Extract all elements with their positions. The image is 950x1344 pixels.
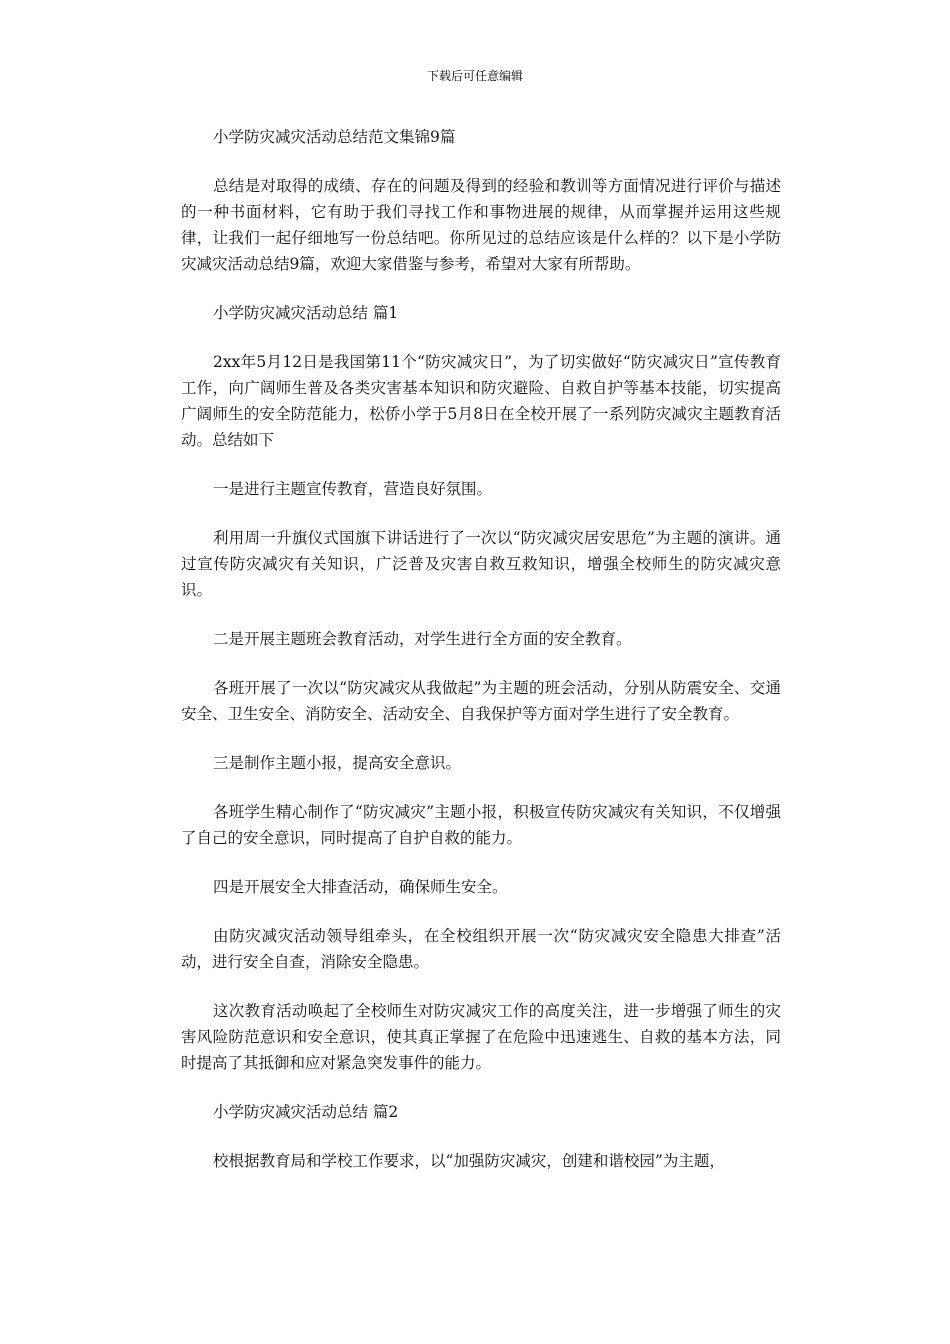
section-1-paragraph-3: 各班开展了一次以“防灾减灾从我做起”为主题的班会活动，分别从防震安全、交通安全、卫生安全、消防安全、活动安全、自我保护等方面对学生进行了安全教育。 (181, 679, 781, 723)
section-1-paragraph-6: 这次教育活动唤起了全校师生对防灾减灾工作的高度关注，进一步增强了师生的灾害风险防范意识和安全意识，使其真正掌握了在危险中迅速逃生、自救的基本方法，同时提高了其抵御和应对紧急突发事件的能力。 (181, 1002, 781, 1072)
section-1-paragraph-1: 2xx年5月12日是我国第11个“防灾减灾日”，为了切实做好“防灾减灾日”宣传教育工作，向广阔师生普及各类灾害基本知识和防灾避险、自救自护等基本技能，切实提高广阔师生的安全防范能力，松侨小学于5月8日在全校开展了一系列防灾减灾主题教育活动。总结如下 (181, 353, 781, 449)
section-1-paragraph-5: 由防灾减灾活动领导组牵头，在全校组织开展一次“防灾减灾安全隐患大排查”活动，进行安全自查，消除安全隐患。 (181, 927, 781, 971)
section-1-subheading-3: 三是制作主题小报，提高安全意识。 (213, 754, 462, 772)
section-1-paragraph-2: 利用周一升旗仪式国旗下讲话进行了一次以“防灾减灾居安思危”为主题的演讲。通过宣传防灾减灾有关知识，广泛普及灾害自救互救知识，增强全校师生的防灾减灾意识。 (181, 529, 781, 599)
document-body (181, 124, 781, 1174)
page-header: 下载后可任意编辑 (426, 69, 523, 83)
section-1-paragraph-4: 各班学生精心制作了“防灾减灾”主题小报，积极宣传防灾减灾有关知识，不仅增强了自己的安全意识，同时提高了自护自救的能力。 (181, 803, 781, 847)
section-2-heading: 小学防灾减灾活动总结 篇2 (213, 1103, 399, 1121)
section-1-subheading-2: 二是开展主题班会教育活动，对学生进行全方面的安全教育。 (213, 630, 632, 648)
document-title: 小学防灾减灾活动总结范文集锦9篇 (213, 128, 456, 146)
section-2-paragraph-1: 校根据教育局和学校工作要求，以“加强防灾减灾，创建和谐校园”为主题， (213, 1152, 725, 1170)
section-1-subheading-1: 一是进行主题宣传教育，营造良好氛围。 (213, 480, 493, 498)
section-1-heading: 小学防灾减灾活动总结 篇1 (213, 304, 399, 322)
intro-paragraph: 总结是对取得的成绩、存在的问题及得到的经验和教训等方面情况进行评价与描述的一种书面材料，它有助于我们寻找工作和事物进展的规律，从而掌握并运用这些规律，让我们一起仔细地写一份总结吧。你所见过的总结应该是什么样的？以下是小学防灾减灾活动总结9篇，欢迎大家借鉴与参考，希望对大家有所帮助。 (181, 177, 781, 273)
section-1-subheading-4: 四是开展安全大排查活动，确保师生安全。 (213, 878, 508, 896)
